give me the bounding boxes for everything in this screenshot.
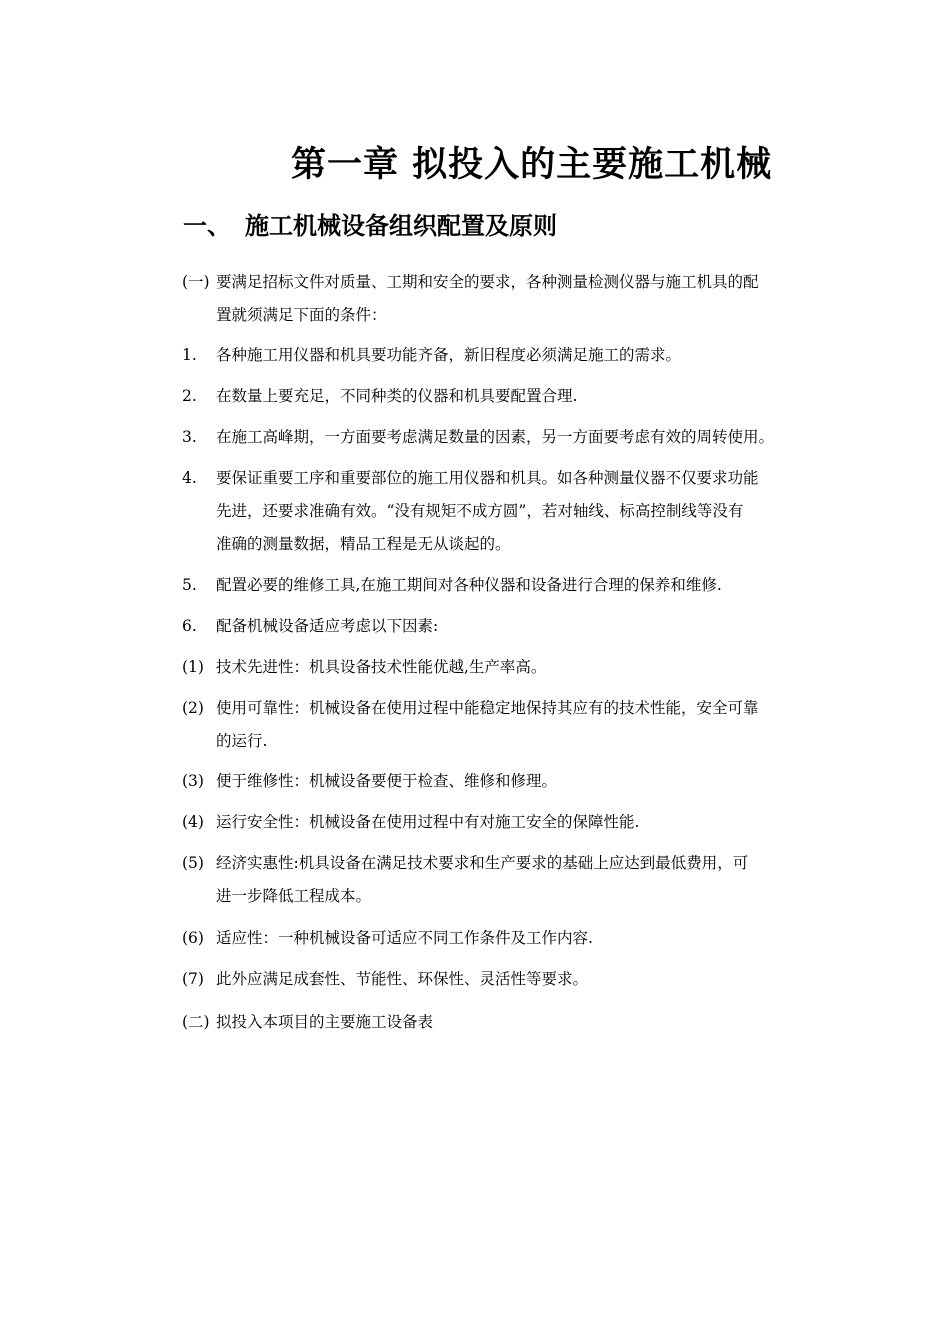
item-line: 使用可靠性：机械设备在使用过程中能稳定地保持其应有的技术性能，安全可靠 bbox=[216, 699, 759, 717]
list-item bbox=[182, 963, 822, 996]
item-line: 配置必要的维修工具,在施工期间对各种仪器和设备进行合理的保养和维修. bbox=[216, 576, 722, 594]
item-text bbox=[216, 610, 822, 643]
item-text bbox=[216, 765, 822, 798]
chapter-title: 第一章 拟投入的主要施工机械 bbox=[291, 144, 773, 185]
list-item bbox=[182, 610, 822, 643]
item-text bbox=[216, 963, 822, 996]
list-item bbox=[182, 1006, 822, 1039]
item-marker: (1) bbox=[182, 658, 204, 676]
item-marker: 2. bbox=[182, 387, 197, 405]
item-line: 运行安全性：机械设备在使用过程中有对施工安全的保障性能. bbox=[216, 813, 640, 831]
section-number: 一、 bbox=[183, 212, 231, 240]
item-text bbox=[216, 339, 822, 372]
section-heading bbox=[183, 208, 557, 244]
list-item bbox=[182, 339, 822, 372]
item-line: 经济实惠性:机具设备在满足技术要求和生产要求的基础上应达到最低费用，可 bbox=[216, 854, 749, 872]
item-marker: 6. bbox=[182, 617, 197, 635]
item-line: 各种施工用仪器和机具要功能齐备，新旧程度必须满足施工的需求。 bbox=[216, 346, 682, 364]
item-marker: (3) bbox=[182, 772, 204, 790]
item-text bbox=[216, 692, 822, 758]
item-line: 要保证重要工序和重要部位的施工用仪器和机具。如各种测量仪器不仅要求功能 bbox=[216, 469, 759, 487]
list-item bbox=[182, 380, 822, 413]
item-text bbox=[216, 847, 822, 913]
item-marker: 5. bbox=[182, 576, 197, 594]
item-text bbox=[216, 380, 822, 413]
item-marker: (5) bbox=[182, 854, 204, 872]
list-item bbox=[182, 692, 822, 758]
item-line: 的运行. bbox=[216, 732, 268, 750]
item-line: 适应性：一种机械设备可适应不同工作条件及工作内容. bbox=[216, 929, 593, 947]
list-item bbox=[182, 765, 822, 798]
item-line: 准确的测量数据，精品工程是无从谈起的。 bbox=[216, 535, 511, 553]
list-item bbox=[182, 651, 822, 684]
item-text bbox=[216, 1006, 822, 1039]
item-marker: (6) bbox=[182, 929, 204, 947]
item-line: 技术先进性：机具设备技术性能优越,生产率高。 bbox=[216, 658, 547, 676]
item-text bbox=[216, 651, 822, 684]
list-item bbox=[182, 922, 822, 955]
item-text bbox=[216, 569, 822, 602]
item-text bbox=[216, 421, 822, 454]
item-line: 先进，还要求准确有效。“没有规矩不成方圆”，若对轴线、标高控制线等没有 bbox=[216, 502, 744, 520]
list-item bbox=[182, 421, 822, 454]
item-text bbox=[216, 922, 822, 955]
item-marker: (2) bbox=[182, 699, 204, 717]
item-line: 便于维修性：机械设备要便于检查、维修和修理。 bbox=[216, 772, 558, 790]
item-line: 要满足招标文件对质量、工期和安全的要求，各种测量检测仪器与施工机具的配 bbox=[216, 273, 759, 291]
item-marker: (二) bbox=[182, 1013, 210, 1031]
item-marker: (一) bbox=[182, 273, 210, 291]
list-item bbox=[182, 266, 822, 332]
item-marker: 3. bbox=[182, 428, 197, 446]
item-line: 此外应满足成套性、节能性、环保性、灵活性等要求。 bbox=[216, 970, 589, 988]
item-marker: (4) bbox=[182, 813, 204, 831]
section-title: 施工机械设备组织配置及原则 bbox=[245, 212, 557, 240]
item-line: 置就须满足下面的条件： bbox=[216, 306, 387, 324]
item-line: 进一步降低工程成本。 bbox=[216, 887, 372, 905]
item-text bbox=[216, 806, 822, 839]
item-line: 拟投入本项目的主要施工设备表 bbox=[216, 1013, 434, 1031]
item-line: 在施工高峰期，一方面要考虑满足数量的因素，另一方面要考虑有效的周转使用。 bbox=[216, 428, 775, 446]
item-marker: (7) bbox=[182, 970, 204, 988]
item-text bbox=[216, 266, 822, 332]
list-item bbox=[182, 847, 822, 913]
item-marker: 1. bbox=[182, 346, 197, 364]
item-line: 配备机械设备适应考虑以下因素: bbox=[216, 617, 439, 635]
item-text bbox=[216, 462, 822, 561]
list-item bbox=[182, 569, 822, 602]
item-marker: 4. bbox=[182, 469, 197, 487]
list-item bbox=[182, 462, 822, 561]
item-line: 在数量上要充足，不同种类的仪器和机具要配置合理. bbox=[216, 387, 578, 405]
list-item bbox=[182, 806, 822, 839]
